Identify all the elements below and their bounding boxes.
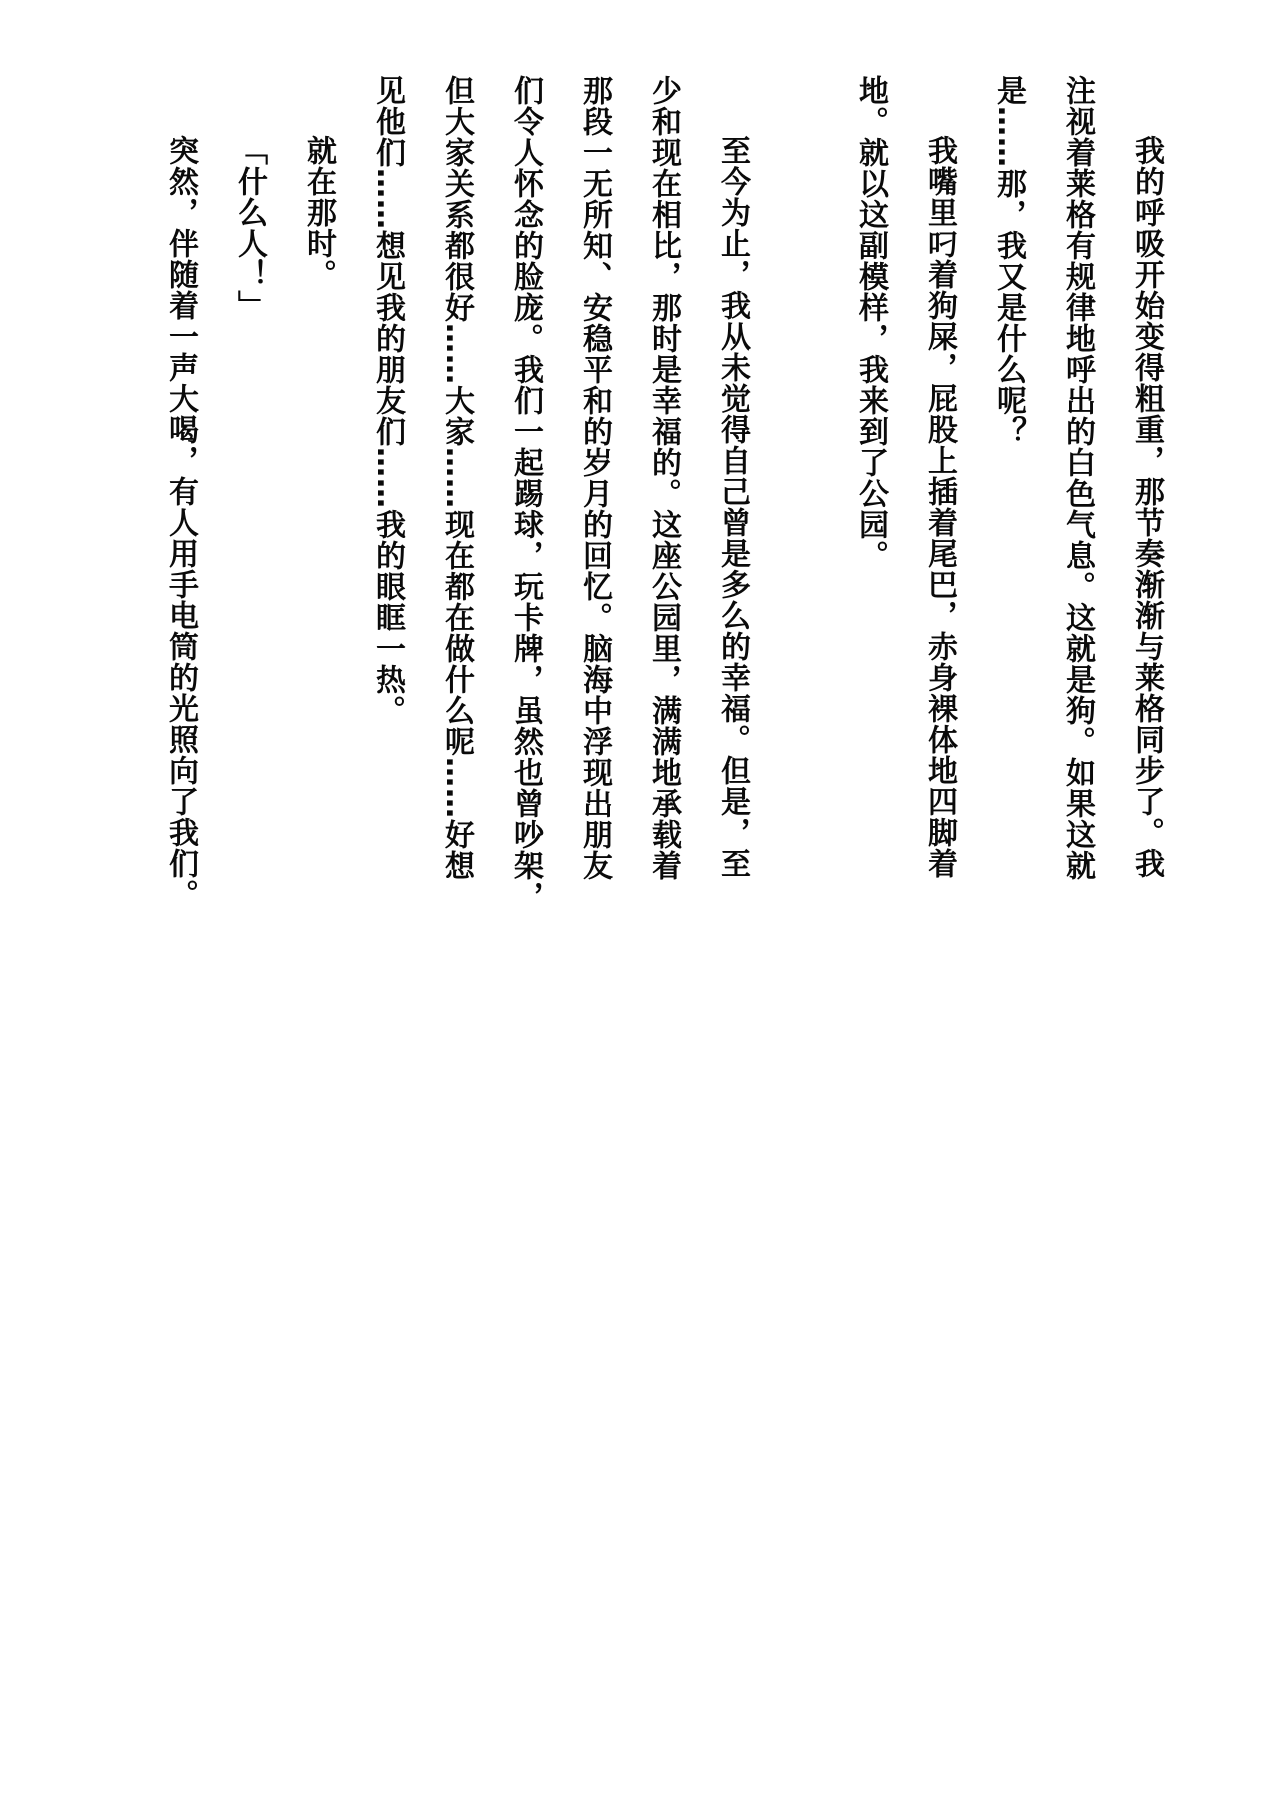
text-line: 少和现在相比，那时是幸福的。这座公园里，满满地承载着 — [646, 75, 681, 881]
text-line: 注视着莱格有规律地呼出的白色气息。这就是狗。如果这就 — [1060, 75, 1095, 881]
blank-line — [767, 75, 836, 925]
text-line: 地。就以这副模样，我来到了公园。 — [853, 75, 888, 571]
text-line: 那段一无所知、安稳平和的岁月的回忆。脑海中浮现出朋友 — [577, 75, 612, 881]
text-line: 但大家关系都很好……大家……现在都在做什么呢……好想 — [439, 75, 474, 881]
text-line: 们令人怀念的脸庞。我们一起踢球，玩卡牌，虽然也曾吵架， — [508, 75, 543, 912]
text-line: 是……那，我又是什么呢？ — [991, 75, 1026, 447]
text-line: 我嘴里叼着狗屎，屁股上插着尾巴，赤身裸体地四脚着 — [922, 135, 957, 879]
text-line: 突然，伴随着一声大喝，有人用手电筒的光照向了我们。 — [163, 135, 198, 910]
text-line: 「什么人！」 — [232, 135, 267, 321]
text-line: 我的呼吸开始变得粗重，那节奏渐渐与莱格同步了。我 — [1129, 135, 1164, 879]
vertical-text-block — [146, 75, 1181, 925]
text-line: 见他们……想见我的朋友们……我的眼眶一热。 — [370, 75, 405, 726]
text-line: 至今为止，我从未觉得自己曾是多么的幸福。但是，至 — [715, 135, 750, 879]
text-line: 就在那时。 — [301, 135, 336, 290]
